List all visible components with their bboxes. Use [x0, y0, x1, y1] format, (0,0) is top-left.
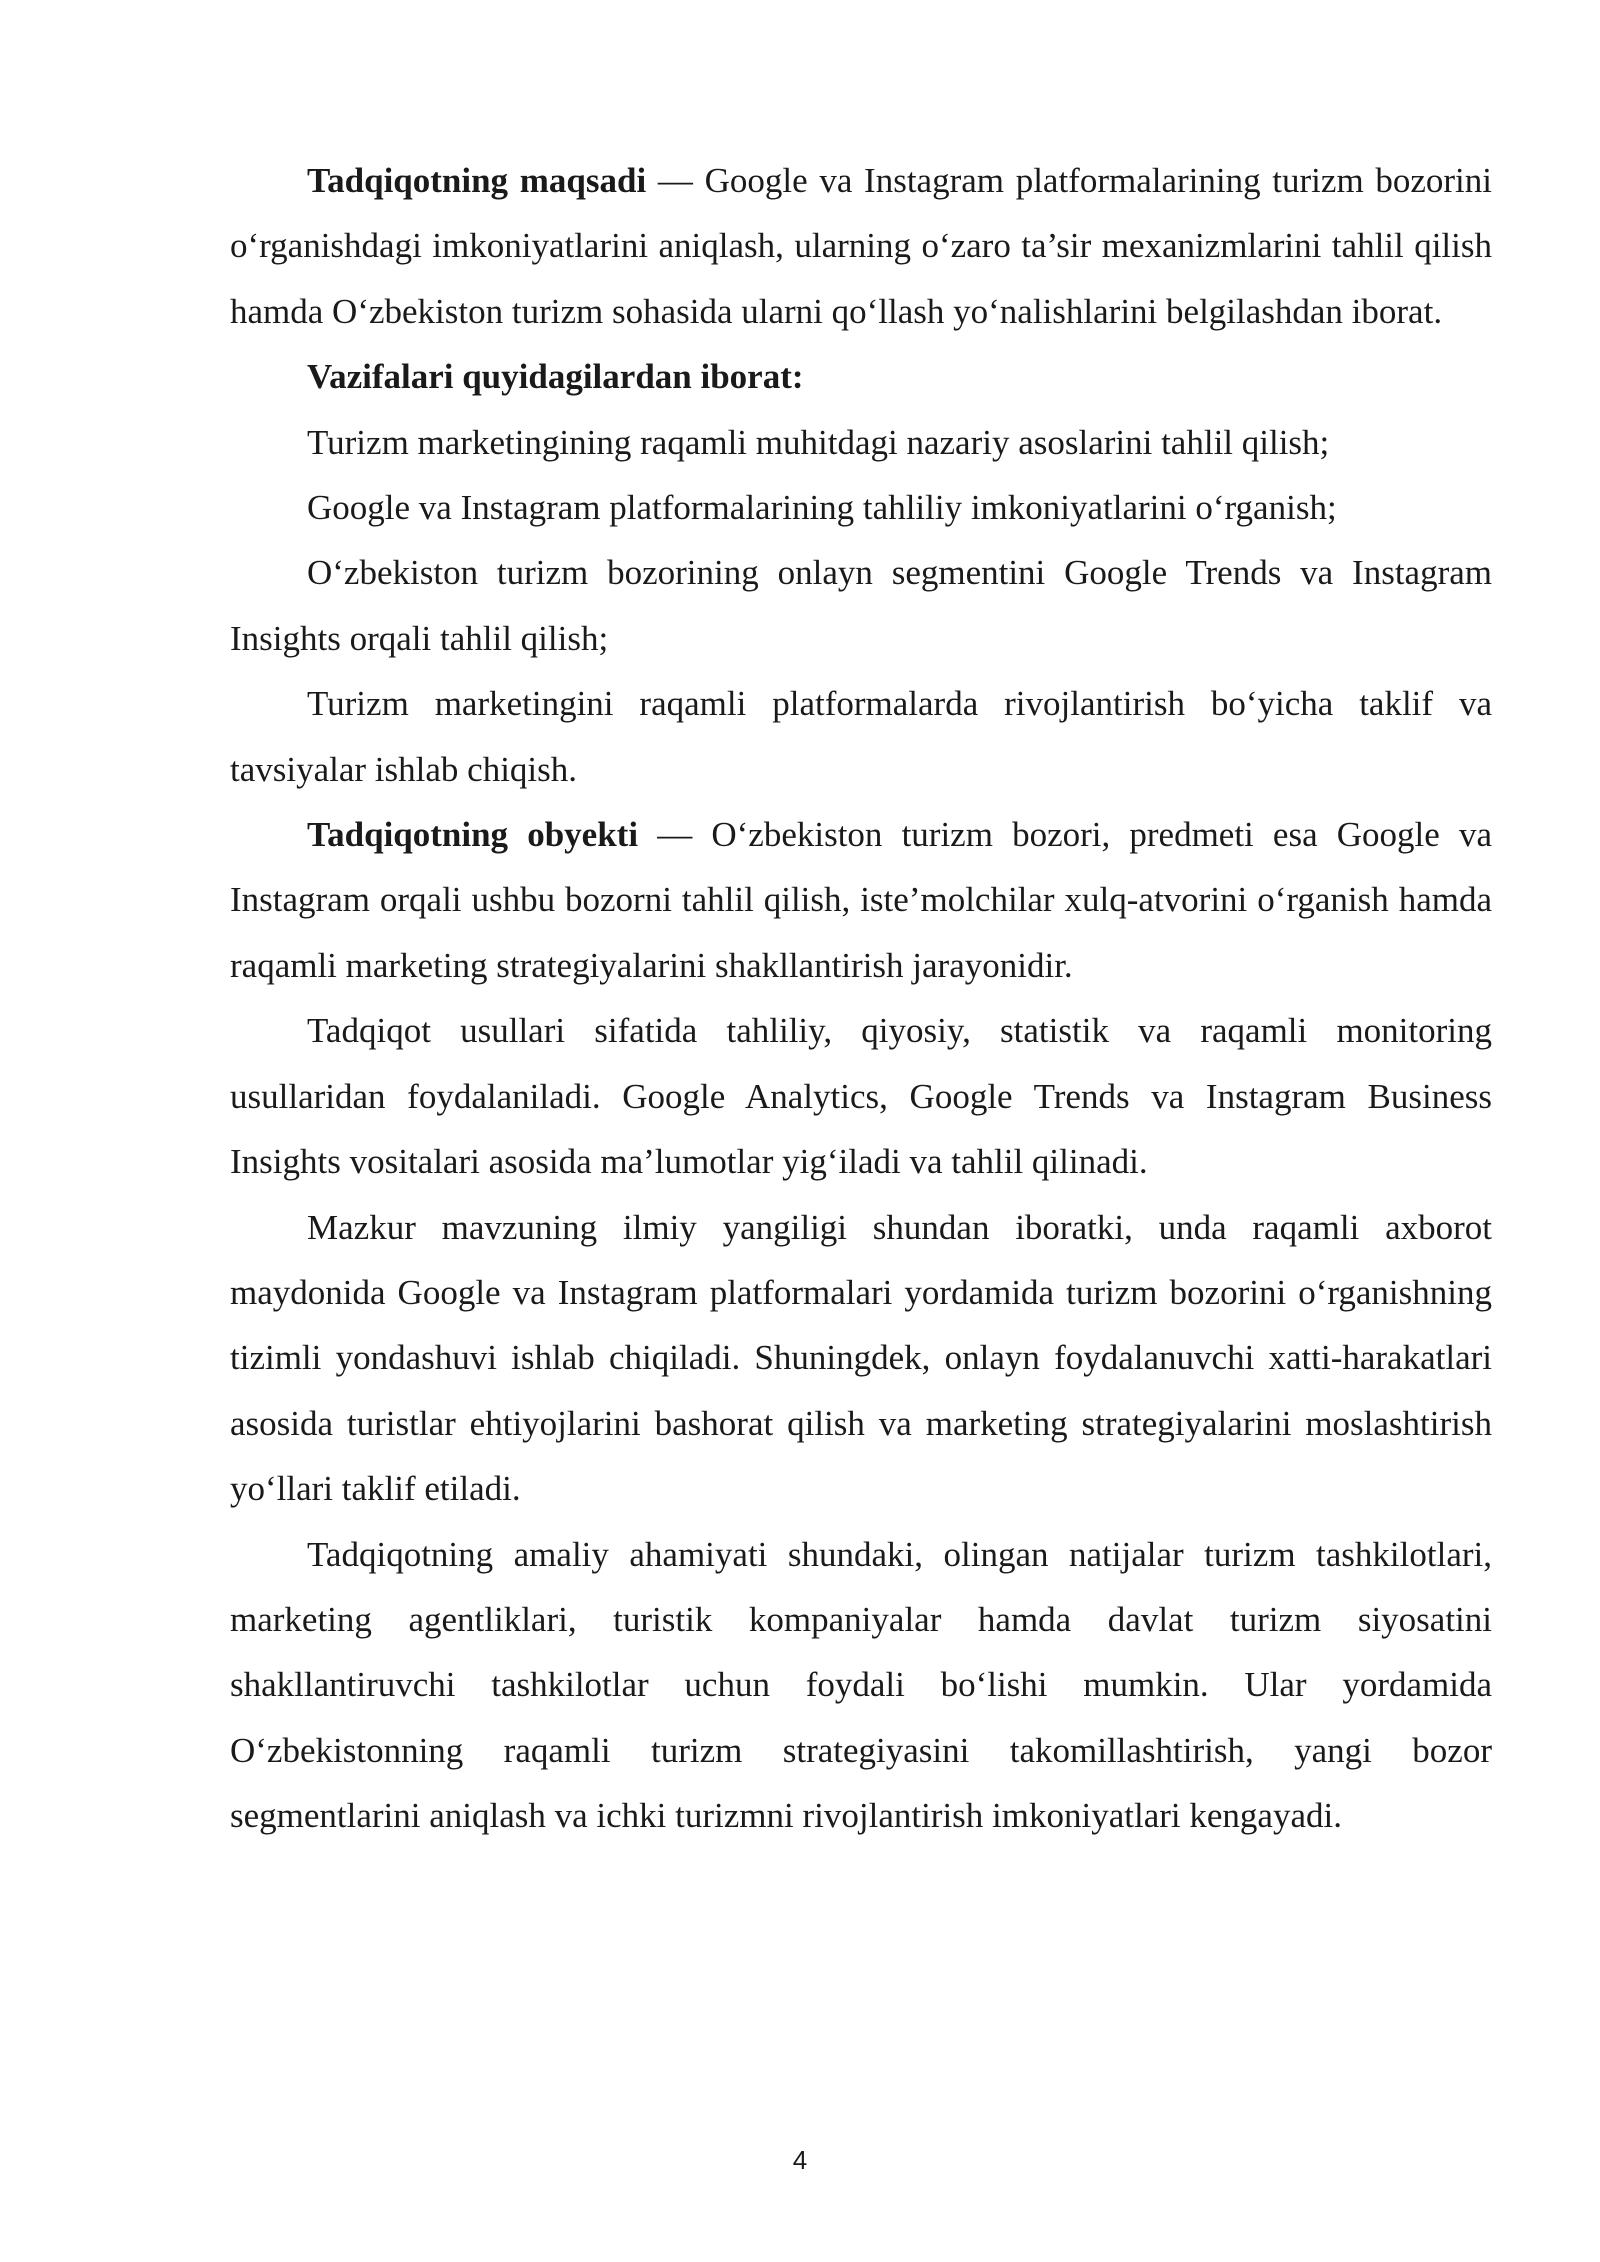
aim-text: — Google va Instagram platformalarining turizm bozorini o‘rganishdagi imkoniyatlarini aniqlash, ularning o‘zaro ta’sir mexanizmlarini tahlil qilish hamda O‘zbekiston turizm sohasida ularni qo‘llash yo‘nalishlarini belgilashdan iborat.	[230, 161, 1493, 331]
paragraph-methods: Tadqiqot usullari sifatida tahliliy, qiyosiy, statistik va raqamli monitoring usullaridan foydalaniladi. Google Analytics, Google Trends va Instagram Business Insights vositalari asosida ma’lumotlar yig‘iladi va tahlil qilinadi.	[230, 1011, 1492, 1182]
task-item: O‘zbekiston turizm bozorining onlayn segmentini Google Trends va Instagram Insights orqali tahlil qilish;	[230, 553, 1492, 658]
paragraph-aim	[230, 148, 1492, 344]
tasks-heading: Vazifalari quyidagilardan iborat:	[307, 357, 804, 397]
paragraph-practical: Tadqiqotning amaliy ahamiyati shundaki, olingan natijalar turizm tashkilotlari, marketing agentliklari, turistik kompaniyalar hamda davlat turizm siyosatini shakllantiruvchi tashkilotlar uchun foydali bo‘lishi mumkin. Ular yordamida O‘zbekistonning raqamli turizm strategiyasini takomillashtirish, yangi bozor segmentlarini aniqlash va ichki turizmni rivojlantirish imkoniyatlari kengayadi.	[230, 1534, 1492, 1836]
task-item: Turizm marketingini raqamli platformalarda rivojlantirish bo‘yicha taklif va tavsiyalar ishlab chiqish.	[230, 684, 1492, 789]
object-text: — O‘zbekiston turizm bozori, predmeti esa Google va Instagram orqali ushbu bozorni tahlil qilish, iste’molchilar xulq-atvorini o‘rganish hamda raqamli marketing strategiyalarini shakllantirish jarayonidir.	[230, 815, 1492, 985]
task-item: Turizm marketingining raqamli muhitdagi nazariy asoslarini tahlil qilish;	[307, 422, 1330, 462]
task-item: Google va Instagram platformalarining tahliliy imkoniyatlarini o‘rganish;	[307, 488, 1337, 528]
paragraph-novelty: Mazkur mavzuning ilmiy yangiligi shundan iboratki, unda raqamli axborot maydonida Google va Instagram platformalari yordamida turizm bozorini o‘rganishning tizimli yondashuvi ishlab chiqiladi. Shuningdek, onlayn foydalanuvchi xatti-harakatlari asosida turistlar ehtiyojlarini bashorat qilish va marketing strategiyalarini moslashtirish yo‘llari taklif etiladi.	[230, 1207, 1492, 1509]
aim-heading: Tadqiqotning maqsadi	[307, 161, 647, 200]
paragraph-object	[230, 802, 1492, 998]
body-text	[230, 148, 1492, 1849]
paragraph-tasks-heading	[230, 344, 1492, 409]
object-heading: Tadqiqotning obyekti	[307, 815, 639, 855]
page-number: 4	[792, 2145, 808, 2175]
